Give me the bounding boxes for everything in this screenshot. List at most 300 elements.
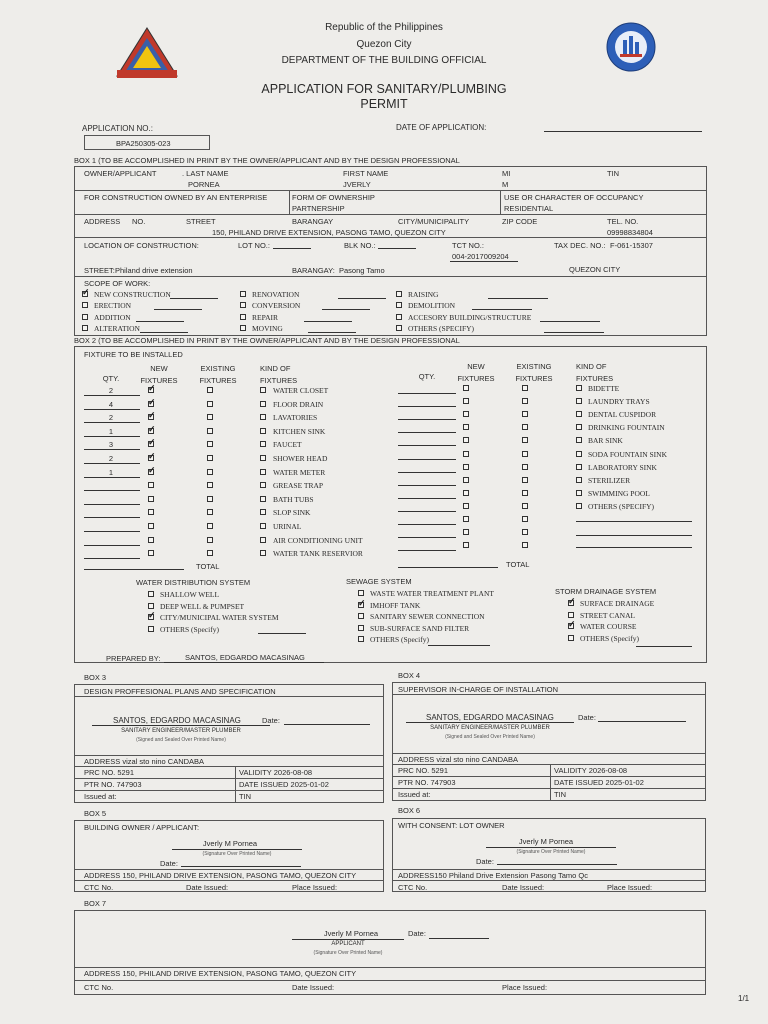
- first-name-label: FIRST NAME: [343, 169, 389, 178]
- fixture-qty: 2: [108, 386, 114, 395]
- fixture-new-checkbox[interactable]: [463, 398, 469, 404]
- fixture-qty-line: [398, 524, 456, 525]
- fixture-kind-label: DRINKING FOUNTAIN: [588, 423, 665, 432]
- fixture-existing-checkbox[interactable]: [207, 401, 213, 407]
- scope-label: ALTERATION: [94, 324, 140, 333]
- scope-checkbox[interactable]: [82, 302, 88, 308]
- box3-tin: TIN: [239, 792, 252, 801]
- fixture-new-checkbox[interactable]: [148, 550, 154, 556]
- scope-checkbox[interactable]: [82, 314, 88, 320]
- box5-date-issued: Date Issued:: [186, 883, 229, 892]
- fixture-existing-checkbox[interactable]: [522, 451, 528, 457]
- box4-address: ADDRESS vizal sto nino CANDABA: [398, 755, 519, 764]
- tct-no-value: 004-2017009204: [452, 252, 509, 261]
- box6-date-label: Date:: [476, 857, 494, 866]
- box5-ctc: CTC No.: [84, 883, 114, 892]
- scope-label: REPAIR: [252, 313, 278, 322]
- fixture-new-checkbox[interactable]: [148, 414, 154, 420]
- fixture-kind-label: FLOOR DRAIN: [273, 400, 324, 409]
- scope-specify-line: [154, 309, 202, 310]
- others-specify-line: [576, 535, 692, 536]
- fixture-existing-checkbox[interactable]: [207, 414, 213, 420]
- fixture-existing-checkbox[interactable]: [522, 464, 528, 470]
- fixture-kind-checkbox[interactable]: [576, 464, 582, 470]
- storm-system-checkbox[interactable]: [568, 623, 574, 629]
- city-value: QUEZON CITY: [569, 265, 621, 274]
- fixture-qty-line: [84, 436, 140, 437]
- fixture-kind-label: BATH TUBS: [273, 495, 314, 504]
- fixture-existing-checkbox[interactable]: [207, 482, 213, 488]
- tel-value: 09998834804: [607, 228, 653, 237]
- sewage-system-checkbox[interactable]: [358, 625, 364, 631]
- fixture-kind-checkbox[interactable]: [260, 509, 266, 515]
- scope-label: RENOVATION: [252, 290, 300, 299]
- fixture-kind-checkbox[interactable]: [260, 482, 266, 488]
- blk-no-label: BLK NO.:: [344, 241, 376, 250]
- fixture-existing-checkbox[interactable]: [207, 441, 213, 447]
- water-system-checkbox[interactable]: [148, 591, 154, 597]
- scope-label: DEMOLITION: [408, 301, 456, 310]
- header-city: Quezon City: [356, 39, 412, 50]
- scope-specify-line: [170, 298, 218, 299]
- box7-place-issued: Place Issued:: [502, 983, 548, 992]
- scope-specify-line: [136, 321, 184, 322]
- fixture-kind-checkbox[interactable]: [260, 550, 266, 556]
- scope-of-work-label: SCOPE OF WORK:: [84, 279, 151, 288]
- address-city-label: CITY/MUNICIPALITY: [398, 217, 470, 226]
- fixture-existing-checkbox[interactable]: [207, 387, 213, 393]
- scope-specify-line: [338, 298, 386, 299]
- fixture-existing-checkbox[interactable]: [207, 509, 213, 515]
- fixture-kind-label: LAVATORIES: [273, 413, 318, 422]
- fixture-new-checkbox[interactable]: [463, 385, 469, 391]
- storm-system-checkbox[interactable]: [568, 600, 574, 606]
- tin-label: TIN: [607, 169, 620, 178]
- fixture-kind-label: WATER METER: [273, 468, 326, 477]
- fixture-kind-label: LABORATORY SINK: [588, 463, 657, 472]
- left-total-label: TOTAL: [196, 562, 220, 571]
- fixture-kind-label: FAUCET: [273, 440, 302, 449]
- tax-dec-label: TAX DEC. NO.:: [554, 241, 606, 250]
- fixture-existing-checkbox[interactable]: [522, 503, 528, 509]
- scope-checkbox[interactable]: [396, 314, 402, 320]
- fixture-qty-line: [84, 449, 140, 450]
- fixture-qty: 1: [108, 427, 114, 436]
- fixture-kind-checkbox[interactable]: [260, 387, 266, 393]
- form-of-ownership-value: PARTNERSHIP: [292, 204, 345, 213]
- water-system-label: DEEP WELL & PUMPSET: [160, 602, 245, 611]
- lot-no-label: LOT NO.:: [238, 241, 270, 250]
- left-col-existing: EXISTING FIXTURES: [199, 364, 237, 385]
- fixture-kind-checkbox[interactable]: [260, 537, 266, 543]
- header-republic: Republic of the Philippines: [325, 22, 443, 33]
- others-specify-line: [576, 521, 692, 522]
- application-no-label: APPLICATION NO.:: [82, 124, 153, 133]
- box4-heading: SUPERVISOR IN-CHARGE OF INSTALLATION: [398, 685, 559, 694]
- fixture-kind-label: OTHERS (SPECIFY): [588, 502, 655, 511]
- address-label: ADDRESS: [84, 217, 121, 226]
- box5-label: BOX 5: [84, 809, 107, 818]
- fixture-existing-checkbox[interactable]: [522, 385, 528, 391]
- fixture-qty-line: [398, 537, 456, 538]
- scope-specify-line: [540, 321, 600, 322]
- fixture-new-checkbox[interactable]: [463, 437, 469, 443]
- form-of-ownership-label: FORM OF OWNERSHIP: [292, 193, 375, 202]
- tax-dec-value: F-061-15307: [610, 241, 653, 250]
- scope-checkbox[interactable]: [82, 325, 88, 331]
- water-system-heading: WATER DISTRIBUTION SYSTEM: [136, 578, 251, 587]
- header-department: DEPARTMENT OF THE BUILDING OFFICIAL: [281, 55, 487, 66]
- box6-ctc: CTC No.: [398, 883, 428, 892]
- box5-name: Jverly M Pornea: [202, 839, 258, 848]
- storm-system-checkbox[interactable]: [568, 635, 574, 641]
- fixture-kind-checkbox[interactable]: [576, 385, 582, 391]
- right-col-qty: QTY.: [418, 372, 436, 381]
- scope-specify-line: [322, 309, 370, 310]
- box7-address: ADDRESS 150, PHILAND DRIVE EXTENSION, PASONG TAMO, QUEZON CITY: [84, 969, 357, 978]
- box3-address: ADDRESS vizal sto nino CANDABA: [84, 757, 205, 766]
- fixture-qty-line: [398, 485, 456, 486]
- fixture-kind-label: SHOWER HEAD: [273, 454, 328, 463]
- scope-checkbox[interactable]: [240, 302, 246, 308]
- address-tel-label: TEL. NO.: [607, 217, 639, 226]
- mi-label: MI: [502, 169, 511, 178]
- fixture-existing-checkbox[interactable]: [207, 537, 213, 543]
- fixture-qty: 4: [108, 400, 114, 409]
- scope-label: CONVERSION: [252, 301, 301, 310]
- fixture-qty-line: [398, 432, 456, 433]
- fixture-new-checkbox[interactable]: [148, 441, 154, 447]
- street-value: Philand drive extension: [115, 266, 193, 275]
- fixture-kind-checkbox[interactable]: [260, 455, 266, 461]
- box6-label: BOX 6: [398, 806, 421, 815]
- form-title-line2: PERMIT: [360, 97, 408, 111]
- sewage-system-checkbox[interactable]: [358, 613, 364, 619]
- fixture-qty-line: [398, 459, 456, 460]
- box5-address: ADDRESS 150, PHILAND DRIVE EXTENSION, PASONG TAMO, QUEZON CITY: [84, 871, 357, 880]
- fixture-kind-label: SODA FOUNTAIN SINK: [588, 450, 667, 459]
- fixture-qty-line: [84, 517, 140, 518]
- box4-date-label: Date:: [578, 713, 596, 722]
- fixture-qty-line: [84, 422, 140, 423]
- box4-ptr: PTR NO. 747903: [398, 778, 456, 787]
- fixture-kind-checkbox[interactable]: [576, 503, 582, 509]
- address-zip-label: ZIP CODE: [502, 217, 538, 226]
- scope-label: MOVING: [252, 324, 283, 333]
- sewage-system-checkbox[interactable]: [358, 602, 364, 608]
- box7-name: Jverly M Pornea: [323, 929, 379, 938]
- box3-date-issued: DATE ISSUED 2025-01-02: [239, 780, 329, 789]
- fixture-qty: 2: [108, 454, 114, 463]
- fixture-existing-checkbox[interactable]: [207, 550, 213, 556]
- scope-specify-line: [140, 332, 188, 333]
- fixture-new-checkbox[interactable]: [148, 523, 154, 529]
- date-of-application-field[interactable]: [544, 131, 702, 132]
- fixture-qty-line: [398, 406, 456, 407]
- box3-date-label: Date:: [262, 716, 280, 725]
- fixture-label: FIXTURE TO BE INSTALLED: [84, 350, 183, 359]
- fixture-kind-label: WATER CLOSET: [273, 386, 329, 395]
- prepared-by-value: SANTOS, EDGARDO MACASINAG: [185, 653, 305, 662]
- storm-drainage-heading: STORM DRAINAGE SYSTEM: [555, 587, 657, 596]
- fixture-existing-checkbox[interactable]: [522, 542, 528, 548]
- scope-label: ACCESORY BUILDING/STRUCTURE: [408, 313, 532, 322]
- fixture-kind-label: WATER TANK RESERVIOR: [273, 549, 363, 558]
- water-system-label: OTHERS (Specify): [160, 625, 219, 634]
- fixture-qty-line: [398, 498, 456, 499]
- fixture-existing-checkbox[interactable]: [207, 428, 213, 434]
- box4-title: SANITARY ENGINEER/MASTER PLUMBER: [430, 725, 550, 731]
- use-of-occupancy-value: RESIDENTIAL: [504, 204, 554, 213]
- scope-label: NEW CONSTRUCTION: [94, 290, 171, 299]
- box4-issued-at: Issued at:: [398, 790, 431, 799]
- others-specify-line: [576, 547, 692, 548]
- scope-specify-line: [488, 298, 548, 299]
- fixture-kind-checkbox[interactable]: [260, 414, 266, 420]
- last-name-label: . LAST NAME: [182, 169, 229, 178]
- fixture-qty-line: [84, 531, 140, 532]
- box4-note: (Signed and Sealed Over Printed Name): [445, 734, 535, 740]
- scope-checkbox[interactable]: [396, 325, 402, 331]
- fixture-new-checkbox[interactable]: [148, 496, 154, 502]
- box6-heading: WITH CONSENT: LOT OWNER: [398, 821, 505, 830]
- box4-tin: TIN: [554, 790, 567, 799]
- box7-label: BOX 7: [84, 899, 107, 908]
- box6-note: (Signature Over Printed Name): [516, 849, 586, 855]
- fixture-existing-checkbox[interactable]: [522, 411, 528, 417]
- scope-specify-line: [304, 321, 352, 322]
- fixture-new-checkbox[interactable]: [148, 537, 154, 543]
- fixture-new-checkbox[interactable]: [148, 469, 154, 475]
- box3-title: SANITARY ENGINEER/MASTER PLUMBER: [121, 728, 241, 734]
- scope-checkbox[interactable]: [240, 314, 246, 320]
- fixture-new-checkbox[interactable]: [148, 482, 154, 488]
- fixture-kind-checkbox[interactable]: [576, 424, 582, 430]
- box7-date-issued: Date Issued:: [292, 983, 335, 992]
- fixture-qty-line: [84, 545, 140, 546]
- box5-note: (Signature Over Printed Name): [202, 851, 272, 857]
- fixture-existing-checkbox[interactable]: [522, 516, 528, 522]
- scope-checkbox[interactable]: [82, 291, 88, 297]
- address-barangay-label: BARANGAY: [292, 217, 334, 226]
- fixture-qty: 2: [108, 413, 114, 422]
- fixture-kind-label: LAUNDRY TRAYS: [588, 397, 650, 406]
- box5-heading: BUILDING OWNER / APPLICANT:: [84, 823, 200, 832]
- water-system-checkbox[interactable]: [148, 626, 154, 632]
- sewage-system-label: SANITARY SEWER CONNECTION: [370, 612, 485, 621]
- construction-owned-label: FOR CONSTRUCTION OWNED BY AN ENTERPRISE: [84, 193, 268, 202]
- fixture-qty-line: [398, 472, 456, 473]
- fixture-kind-checkbox[interactable]: [260, 428, 266, 434]
- fixture-existing-checkbox[interactable]: [522, 437, 528, 443]
- fixture-existing-checkbox[interactable]: [207, 523, 213, 529]
- prepared-by-label: PREPARED BY:: [106, 654, 161, 663]
- fixture-kind-label: SWIMMING POOL: [588, 489, 650, 498]
- box6-address: ADDRESS150 Philand Drive Extension Pasong Tamo Qc: [398, 871, 588, 880]
- fixture-kind-checkbox[interactable]: [576, 490, 582, 496]
- right-col-existing: EXISTING FIXTURES: [515, 362, 553, 383]
- fixture-new-checkbox[interactable]: [148, 455, 154, 461]
- fixture-kind-checkbox[interactable]: [576, 477, 582, 483]
- fixture-existing-checkbox[interactable]: [522, 490, 528, 496]
- fixture-new-checkbox[interactable]: [463, 477, 469, 483]
- box3-validity: VALIDITY 2026-08-08: [239, 768, 313, 777]
- fixture-existing-checkbox[interactable]: [207, 455, 213, 461]
- fixture-kind-checkbox[interactable]: [576, 398, 582, 404]
- sewage-system-checkbox[interactable]: [358, 636, 364, 642]
- fixture-qty-line: [84, 463, 140, 464]
- fixture-existing-checkbox[interactable]: [522, 477, 528, 483]
- storm-system-label: OTHERS (Specify): [580, 634, 639, 643]
- fixture-new-checkbox[interactable]: [463, 503, 469, 509]
- scope-label: ADDITION: [94, 313, 131, 322]
- box5-place-issued: Place Issued:: [292, 883, 338, 892]
- box4-label: BOX 4: [398, 671, 421, 680]
- street-label: STREET:: [84, 266, 115, 275]
- box3-note: (Signed and Sealed Over Printed Name): [136, 737, 226, 743]
- box6-place-issued: Place Issued:: [607, 883, 653, 892]
- date-of-application-label: DATE OF APPLICATION:: [396, 123, 487, 132]
- address-no-label: NO.: [132, 217, 146, 226]
- fixture-kind-checkbox[interactable]: [260, 523, 266, 529]
- fixture-qty-line: [84, 477, 140, 478]
- box3-heading: DESIGN PROFFESIONAL PLANS AND SPECIFICATION: [84, 687, 276, 696]
- scope-specify-line: [472, 309, 532, 310]
- fixture-new-checkbox[interactable]: [148, 428, 154, 434]
- box4-date-issued: DATE ISSUED 2025-01-02: [554, 778, 644, 787]
- scope-label: RAISING: [408, 290, 439, 299]
- fixture-kind-checkbox[interactable]: [260, 469, 266, 475]
- fixture-kind-label: URINAL: [273, 522, 302, 531]
- fixture-kind-checkbox[interactable]: [576, 437, 582, 443]
- left-col-new: NEW FIXTURES: [140, 364, 178, 385]
- fixture-new-checkbox[interactable]: [463, 542, 469, 548]
- last-name-value: PORNEA: [188, 180, 220, 189]
- fixture-existing-checkbox[interactable]: [522, 424, 528, 430]
- storm-system-label: STREET CANAL: [580, 611, 636, 620]
- tct-no-label: TCT NO.:: [452, 241, 484, 250]
- water-others-line: [258, 633, 306, 634]
- water-system-label: SHALLOW WELL: [160, 590, 220, 599]
- scope-label: ERECTION: [94, 301, 132, 310]
- storm-system-label: SURFACE DRAINAGE: [580, 599, 655, 608]
- fixture-qty: 3: [108, 440, 114, 449]
- storm-system-label: WATER COURSE: [580, 622, 637, 631]
- barangay-value: Pasong Tamo: [339, 266, 385, 275]
- fixture-new-checkbox[interactable]: [148, 387, 154, 393]
- box1-frame: [74, 166, 707, 336]
- fixture-new-checkbox[interactable]: [463, 411, 469, 417]
- fixture-new-checkbox[interactable]: [463, 490, 469, 496]
- box3-ptr: PTR NO. 747903: [84, 780, 142, 789]
- fixture-kind-checkbox[interactable]: [260, 441, 266, 447]
- sewage-system-label: OTHERS (Specify): [370, 635, 429, 644]
- water-system-checkbox[interactable]: [148, 614, 154, 620]
- fixture-kind-label: BIDETTE: [588, 384, 620, 393]
- box3-name: SANTOS, EDGARDO MACASINAG: [113, 716, 241, 725]
- page-number: 1/1: [738, 994, 750, 1003]
- quezon-city-logo: [115, 26, 179, 80]
- fixture-qty-line: [84, 395, 140, 396]
- fixture-existing-checkbox[interactable]: [522, 529, 528, 535]
- fixture-new-checkbox[interactable]: [463, 451, 469, 457]
- fixture-kind-label: SLOP SINK: [273, 508, 311, 517]
- fixture-qty-line: [398, 511, 456, 512]
- scope-specify-line: [544, 332, 604, 333]
- box6-date-issued: Date Issued:: [502, 883, 545, 892]
- barangay-label: BARANGAY:: [292, 266, 335, 275]
- fixture-qty-line: [84, 504, 140, 505]
- location-label: LOCATION OF CONSTRUCTION:: [84, 241, 199, 250]
- dbo-seal-logo: [606, 22, 656, 72]
- fixture-new-checkbox[interactable]: [463, 516, 469, 522]
- fixture-qty-line: [398, 550, 456, 551]
- fixture-kind-label: DENTAL CUSPIDOR: [588, 410, 657, 419]
- application-no-value: BPA250305-023: [116, 139, 171, 148]
- right-total-label: TOTAL: [506, 560, 530, 569]
- box3-prc: PRC NO. 5291: [84, 768, 135, 777]
- scope-checkbox[interactable]: [240, 291, 246, 297]
- fixture-qty-line: [84, 409, 140, 410]
- fixture-qty-line: [84, 558, 140, 559]
- fixture-qty-line: [398, 393, 456, 394]
- fixture-kind-checkbox[interactable]: [260, 496, 266, 502]
- fixture-new-checkbox[interactable]: [463, 529, 469, 535]
- address-street-label: STREET: [186, 217, 216, 226]
- fixture-kind-label: BAR SINK: [588, 436, 623, 445]
- water-system-checkbox[interactable]: [148, 603, 154, 609]
- fixture-new-checkbox[interactable]: [463, 424, 469, 430]
- box4-validity: VALIDITY 2026-08-08: [554, 766, 628, 775]
- fixture-kind-checkbox[interactable]: [260, 401, 266, 407]
- scope-label: OTHERS (SPECIFY): [408, 324, 475, 333]
- scope-checkbox[interactable]: [396, 291, 402, 297]
- left-col-qty: QTY.: [102, 374, 120, 383]
- owner-applicant-label: OWNER/APPLICANT: [84, 169, 157, 178]
- fixture-qty: 1: [108, 468, 114, 477]
- scope-checkbox[interactable]: [240, 325, 246, 331]
- fixture-existing-checkbox[interactable]: [207, 496, 213, 502]
- fixture-new-checkbox[interactable]: [148, 509, 154, 515]
- box1-heading: BOX 1 (TO BE ACCOMPLISHED IN PRINT BY THE OWNER/APPLICANT AND BY THE DESIGN PROFESSIONAL: [74, 156, 460, 165]
- sewage-system-checkbox[interactable]: [358, 590, 364, 596]
- sewage-system-heading: SEWAGE SYSTEM: [346, 577, 412, 586]
- scope-specify-line: [308, 332, 356, 333]
- mi-value: M: [502, 180, 509, 189]
- fixture-kind-label: STERILIZER: [588, 476, 631, 485]
- box7-note: (Signature Over Printed Name): [313, 950, 383, 956]
- fixture-new-checkbox[interactable]: [148, 401, 154, 407]
- fixture-existing-checkbox[interactable]: [207, 469, 213, 475]
- fixture-kind-label: KITCHEN SINK: [273, 427, 326, 436]
- address-value: 150, PHILAND DRIVE EXTENSION, PASONG TAMO, QUEZON CITY: [212, 228, 446, 237]
- use-of-occupancy-label: USE OR CHARACTER OF OCCUPANCY: [504, 193, 644, 202]
- fixture-new-checkbox[interactable]: [463, 464, 469, 470]
- fixture-existing-checkbox[interactable]: [522, 398, 528, 404]
- sewage-system-label: SUB-SURFACE SAND FILTER: [370, 624, 470, 633]
- box7-ctc: CTC No.: [84, 983, 114, 992]
- scope-checkbox[interactable]: [396, 302, 402, 308]
- box5-date-label: Date:: [160, 859, 178, 868]
- fixture-kind-checkbox[interactable]: [576, 451, 582, 457]
- storm-system-checkbox[interactable]: [568, 612, 574, 618]
- box2-heading: BOX 2 (TO BE ACCOMPLISHED IN PRINT BY THE OWNER/APPLICANT AND BY THE DESIGN PROFESSIONAL: [74, 336, 460, 345]
- box4-name: SANTOS, EDGARDO MACASINAG: [426, 713, 554, 722]
- water-system-label: CITY/MUNICIPAL WATER SYSTEM: [160, 613, 279, 622]
- fixture-qty-line: [398, 419, 456, 420]
- fixture-kind-label: GREASE TRAP: [273, 481, 324, 490]
- fixture-kind-checkbox[interactable]: [576, 411, 582, 417]
